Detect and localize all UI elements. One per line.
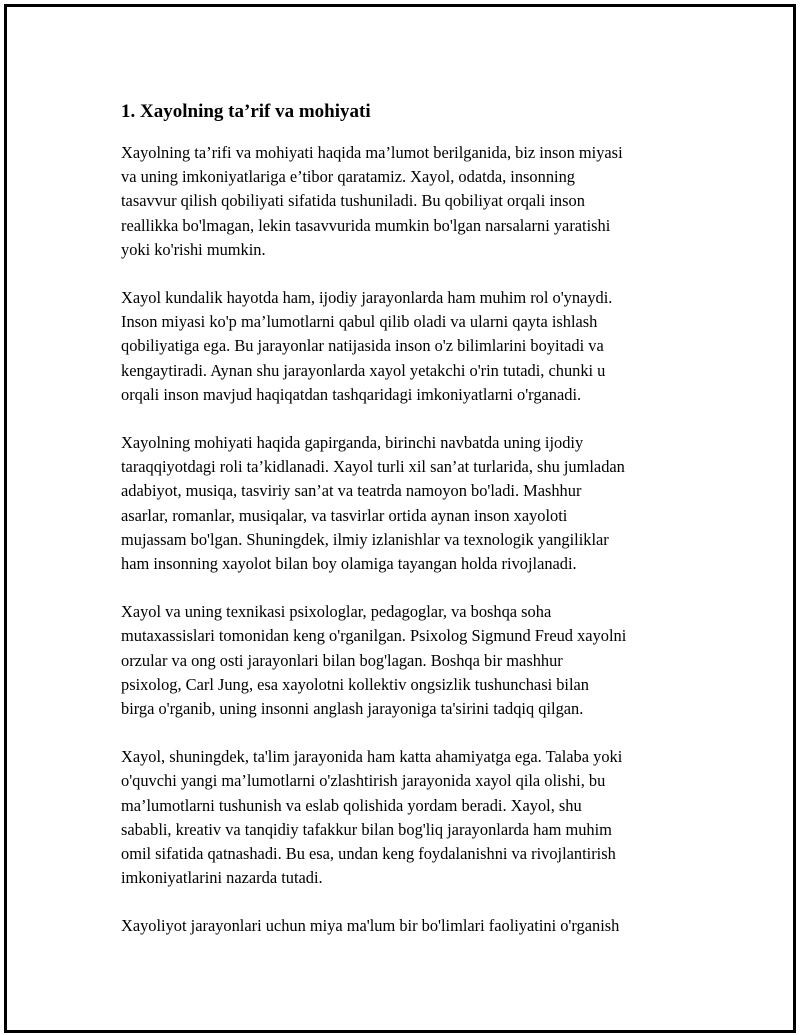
paragraph-daily-life: Xayol kundalik hayotda ham, ijodiy jarayonlarda ham muhim rol o'ynaydi. Inson miyasi ko'p ma’lumotlarni qabul qilib oladi va ularni qayta ishlash qobiliyatiga ega. Bu jarayonlar natijasida inson o'z bilimlarini boyitadi va kengaytiradi. Aynan shu jarayonlarda xayol yetakchi o'rin tutadi, chunki u orqali inson mavjud haqiqatdan tashqaridagi imkoniyatlarni o'rganadi.: [121, 288, 613, 404]
paragraph-essence: Xayolning mohiyati haqida gapirganda, birinchi navbatda uning ijodiy taraqqiyotdagi roli ta’kidlanadi. Xayol turli xil san’at turlarida, shu jumladan adabiyot, musiqa, tasviriy san’at va teatrda namoyon bo'ladi. Mashhur asarlar, romanlar, musiqalar, va tasvirlar ortida aynan inson xayoloti mujassam bo'lgan. Shuningdek, ilmiy izlanishlar va texnologik yangiliklar ham insonning xayolot bilan boy olamiga tayangan holda rivojlanadi.: [121, 433, 625, 574]
section-heading: 1. Xayolning ta’rif va mohiyati: [121, 101, 371, 122]
document-body: [121, 99, 701, 963]
paragraph-definition: Xayolning ta’rifi va mohiyati haqida ma’lumot berilganida, biz inson miyasi va uning imkoniyatlariga e’tibor qaratamiz. Xayol, odatda, insonning tasavvur qilish qobiliyati sifatida tushuniladi. Bu qobiliyat orqali inson reallikka bo'lmagan, lekin tasavvurida mumkin bo'lgan narsalarni yaratishi yoki ko'rishi mumkin.: [121, 143, 623, 259]
paragraph-education: Xayol, shuningdek, ta'lim jarayonida ham katta ahamiyatga ega. Talaba yoki o'quvchi yangi ma’lumotlarni o'zlashtirish jarayonida xayol qila olishi, bu ma’lumotlarni tushunish va eslab qolishida yordam beradi. Xayol, shu sababli, kreativ va tanqidiy tafakkur bilan bog'liq jarayonlarda ham muhim omil sifatida qatnashadi. Bu esa, undan keng foydalanishni va rivojlantirish imkoniyatlarini nazarda tutadi.: [121, 747, 623, 888]
paragraph-psychology: Xayol va uning texnikasi psixologlar, pedagoglar, va boshqa soha mutaxassislari tomonidan keng o'rganilgan. Psixolog Sigmund Freud xayolni orzular va ong osti jarayonlari bilan bog'lagan. Boshqa bir mashhur psixolog, Carl Jung, esa xayolotni kollektiv ongsizlik tushunchasi bilan birga o'rganib, uning insonni anglash jarayoniga ta'sirini tadqiq qilgan.: [121, 602, 627, 719]
page-frame: [4, 4, 796, 1033]
paragraph-brain: Xayoliyot jarayonlari uchun miya ma'lum bir bo'limlari faoliyatini o'rganish: [121, 916, 620, 936]
